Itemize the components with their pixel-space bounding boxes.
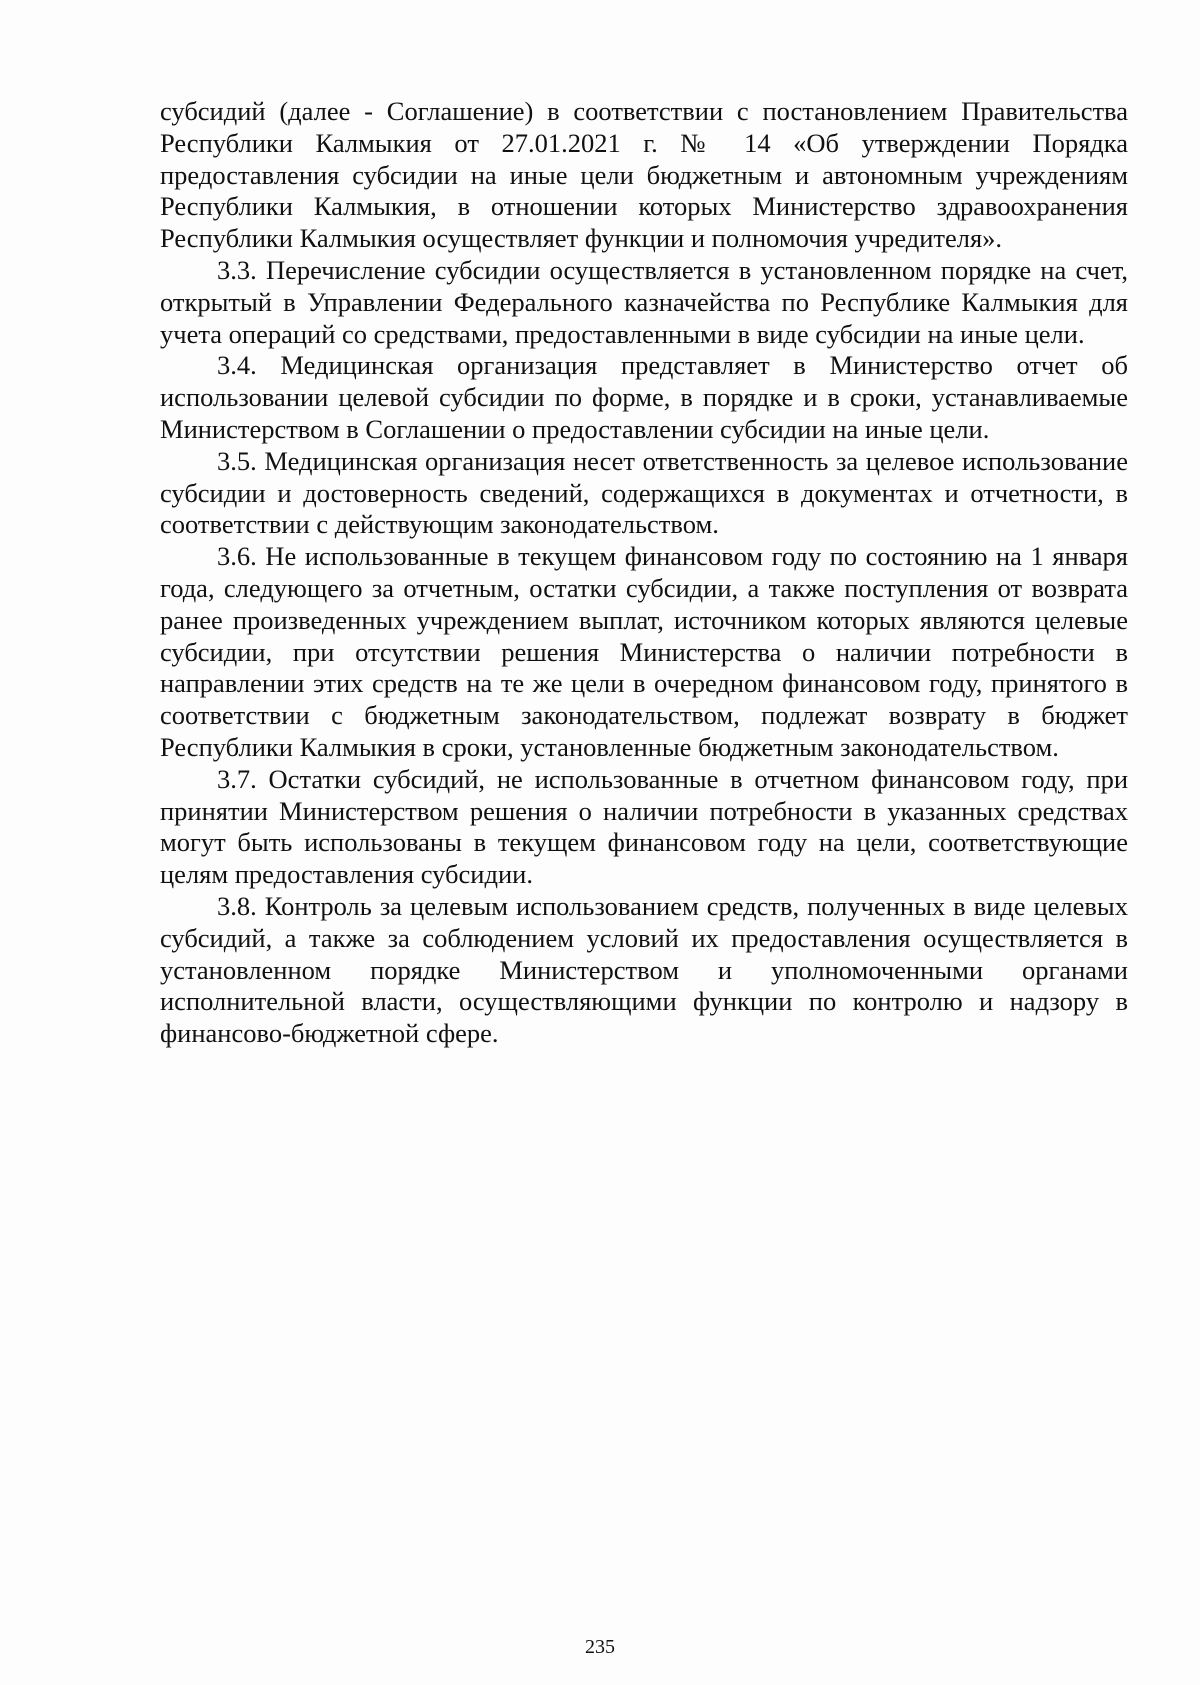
paragraph-3-7: 3.7. Остатки субсидий, не использованные в отчетном финансовом году, при принятии Министерством решения о наличии потребности в указанных средствах могут быть использованы в текущем финансовом году на цели, соответствующие целям предоставления субсидии. bbox=[160, 763, 1128, 890]
paragraph-3-4: 3.4. Медицинская организация представляет в Министерство отчет об использовании целевой субсидии по форме, в порядке и в сроки, устанавливаемые Министерством в Соглашении о предоставлении субсидии на иные цели. bbox=[160, 350, 1128, 444]
paragraph-continuation: субсидий (далее - Соглашение) в соответствии с постановлением Правительства Республики Калмыкия от 27.01.2021 г. № 14 «Об утверждении Порядка предоставления субсидии на иные цели бюджетным и автономным учреждениям Республики Калмыкия, в отношении которых Министерство здравоохранения Республики Калмыкия осуществляет функции и полномочия учредителя». bbox=[160, 96, 1128, 254]
paragraph-3-5: 3.5. Медицинская организация несет ответственность за целевое использование субсидии и достоверность сведений, содержащихся в документах и отчетности, в соответствии с действующим законодательством. bbox=[160, 445, 1128, 540]
document-body bbox=[160, 96, 1128, 1050]
paragraph-3-8: 3.8. Контроль за целевым использованием средств, полученных в виде целевых субсидий, а также за соблюдением условий их предоставления осуществляется в установленном порядке Министерством и уполномоченными органами исполнительной власти, осуществляющими функции по контролю и надзору в финансово-бюджетной сфере. bbox=[160, 890, 1128, 1049]
paragraph-3-3: 3.3. Перечисление субсидии осуществляется в установленном порядке на счет, открытый в Управлении Федерального казначейства по Республике Калмыкия для учета операций со средствами, предоставленными в виде субсидии на иные цели. bbox=[160, 254, 1128, 349]
page-number: 235 bbox=[585, 1636, 615, 1658]
paragraph-3-6: 3.6. Не использованные в текущем финансовом году по состоянию на 1 января года, следующего за отчетным, остатки субсидии, а также поступления от возврата ранее произведенных учреждением выплат, источником которых являются целевые субсидии, при отсутствии решения Министерства о наличии потребности в направлении этих средств на те же цели в очередном финансовом году, принятого в соответствии с бюджетным законодательством, подлежат возврату в бюджет Республики Калмыкия в сроки, установленные бюджетным законодательством. bbox=[160, 541, 1128, 762]
